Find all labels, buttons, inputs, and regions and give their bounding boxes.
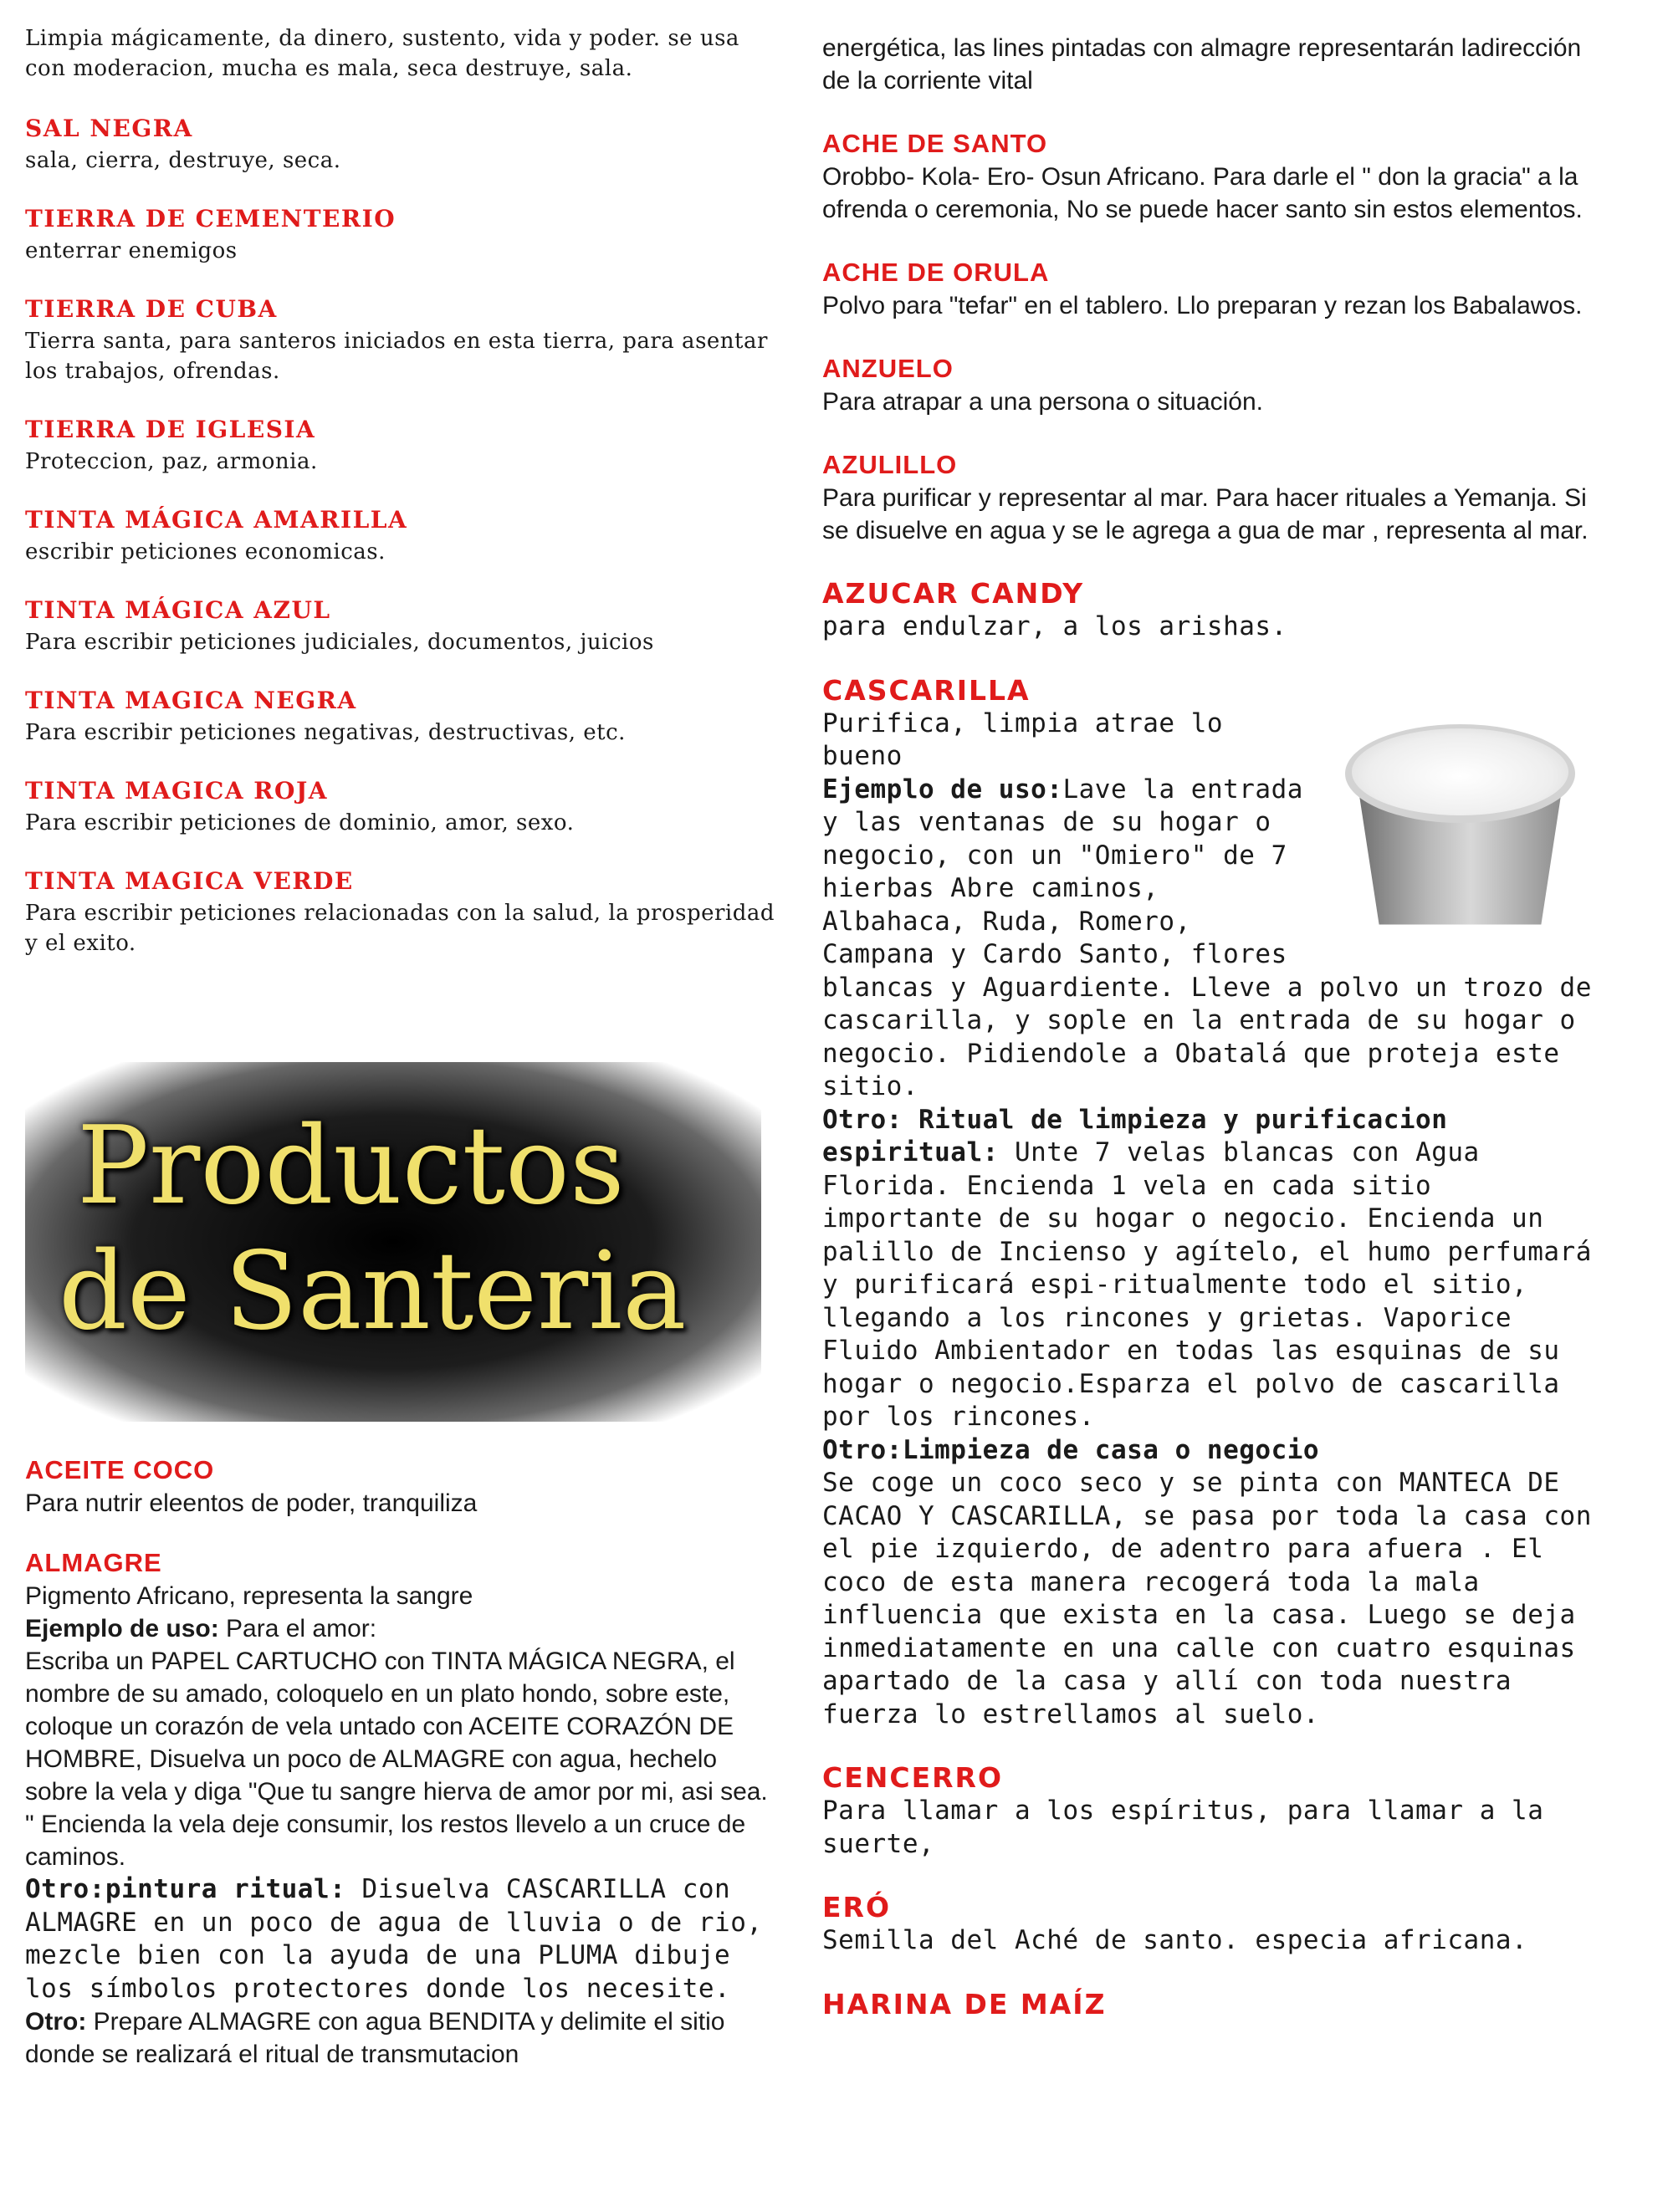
entry-text: Para escribir peticiones negativas, destructivas, etc. [25, 720, 626, 745]
entry-text: Para purificar y representar al mar. Para hacer rituales a Yemanja. Si se disuelve en agua y se le agrega a gua de mar , representa al mar. [822, 484, 1589, 544]
entry-heading: TINTA MÁGICA AMARILLA [25, 506, 408, 534]
entry-text: Para nutrir eleentos de poder, tranquiliza [25, 1489, 478, 1517]
entry-aceite-coco [25, 1453, 778, 1520]
entry-text: Para llamar a los espíritus, para llamar a la suerte, [822, 1796, 1544, 1859]
entry-heading: TINTA MAGICA ROJA [25, 777, 328, 805]
entry-anzuelo [822, 352, 1604, 418]
entry-text: Para escribir peticiones judiciales, documentos, juicios [25, 630, 654, 655]
other-text: Prepare ALMAGRE con agua BENDITA y delimite el sitio donde se realizará el ritual de transmutacion [25, 2008, 725, 2068]
entry-cascarilla [822, 674, 1604, 1732]
cup-powder-top [1352, 728, 1568, 815]
example-text: Escriba un PAPEL CARTUCHO con TINTA MÁGICA NEGRA, el nombre de su amado, coloquelo en un plato hondo, sobre este, coloque un corazón de vela untado con ACEITE CORAZÓN DE HOMBRE, Disuelva un poco de ALMAGRE con agua, hechelo sobre la vela y diga "Que tu sangre hierva de amor por mi, asi sea. " Encienda la vela deje consumir, los restos llevelo a un cruce de caminos. [25, 1648, 768, 1871]
entry-heading: ACHE DE ORULA [822, 258, 1050, 287]
entry-heading: TINTA MAGICA VERDE [25, 867, 354, 895]
other-use-paragraph [822, 1104, 1604, 1434]
entry-sal-negra [25, 112, 778, 176]
title-line-1: Productos [77, 1104, 625, 1229]
entry-ache-de-santo [822, 127, 1604, 226]
entry-ero [822, 1891, 1604, 1958]
entry-heading: ALMAGRE [25, 1548, 162, 1577]
entry-heading: SAL NEGRA [25, 115, 193, 142]
other-use-paragraph [25, 1873, 778, 2005]
example-lead: Para el amor: [218, 1615, 377, 1642]
entry-heading: AZUCAR CANDY [822, 577, 1085, 610]
other-text: Se coge un coco seco y se pinta con MANTECA DE CACAO Y CASCARILLA, se pasa por toda la casa con el pie izquierdo, de adentro para afuera . El coco de esta manera recogerá toda la mala influencia que exista en la casa. Luego se deja inmediatamente en una calle con cuatro esquinas apartado de la casa y allí con toda nuestra fuerza lo estrellamos al suelo. [822, 1468, 1592, 1729]
entry-tinta-verde [25, 865, 778, 958]
entry-heading: CENCERRO [822, 1761, 1004, 1794]
entry-intro [25, 23, 778, 84]
left-column-bottom [25, 1453, 778, 2097]
entry-tierra-de-cementerio [25, 202, 778, 266]
entry-tierra-de-cuba [25, 293, 778, 386]
entry-heading: HARINA DE MAÍZ [822, 1987, 1107, 2020]
entry-cencerro [822, 1761, 1604, 1861]
entry-text: Orobbo- Kola- Ero- Osun Africano. Para darle el " don la gracia" a la ofrenda o ceremonia, No se puede hacer santo sin estos elementos. [822, 163, 1583, 223]
title-line-2: de Santeria [59, 1229, 687, 1354]
entry-heading: CASCARILLA [822, 673, 1031, 707]
entry-text: Pigmento Africano, representa la sangre [25, 1582, 473, 1610]
entry-heading: TIERRA DE CEMENTERIO [25, 205, 397, 232]
example-line [25, 1612, 778, 1645]
other-label: Otro:Limpieza de casa o negocio [822, 1434, 1320, 1465]
other-text: Unte 7 velas blancas con Agua Florida. Encienda 1 vela en cada sitio importante de su hogar o negocio. Encienda un palillo de Incienso y agítelo, el humo perfumará y purificará espi-ritualmente todo el sitio, llegando a los rincones y grietas. Vaporice Fluido Ambientador en todas las esquinas de su hogar o negocio.Esparza el polvo de cascarilla por los rincones. [822, 1137, 1592, 1432]
entry-heading: TINTA MÁGICA AZUL [25, 596, 331, 624]
section-title-graphic [25, 1062, 761, 1422]
example-label: Ejemplo de uso: [822, 774, 1063, 805]
entry-tinta-azul [25, 594, 778, 657]
entry-text: sala, cierra, destruye, seca. [25, 148, 341, 173]
left-column [25, 0, 778, 985]
example-label: Ejemplo de uso: [25, 1615, 219, 1642]
entry-text: escribir peticiones economicas. [25, 539, 386, 564]
entry-heading: AZULILLO [822, 450, 958, 479]
entry-text: enterrar enemigos [25, 238, 238, 263]
entry-almagre [25, 1546, 778, 2071]
entry-azucar-candy [822, 577, 1604, 644]
other-label: Otro:pintura ritual: [25, 1874, 346, 1904]
entry-tierra-de-iglesia [25, 413, 778, 477]
other-text: Disuelva CASCARILLA con ALMAGRE en un poco de agua de lluvia o de rio, mezcle bien con la ayuda de una PLUMA dibuje los símbolos protectores donde los necesite. [25, 1874, 763, 2004]
entry-text: Proteccion, paz, armonia. [25, 449, 318, 474]
example-text: Lave la entrada y las ventanas de su hogar o negocio, con un "Omiero" de 7 hierbas Abre caminos, Albahaca, Ruda, Romero, Campana y Cardo Santo, flores blancas y Aguardiente. Lleve a polvo un trozo de cascarilla, y sople en la entrada de su hogar o negocio. Pidiendole a Obatalá que proteja este sitio. [822, 774, 1592, 1101]
entry-text: Limpia mágicamente, da dinero, sustento, vida y poder. se usa con moderacion, mucha es mala, seca destruye, sala. [25, 26, 739, 81]
entry-ache-de-orula [822, 256, 1604, 322]
entry-azulillo [822, 448, 1604, 547]
entry-text: Polvo para "tefar" en el tablero. Llo preparan y rezan los Babalawos. [822, 292, 1583, 319]
entry-text: Para escribir peticiones relacionadas con la salud, la prosperidad y el exito. [25, 901, 775, 956]
other-use-paragraph [25, 2005, 778, 2071]
entry-text: Para escribir peticiones de dominio, amor, sexo. [25, 810, 575, 835]
other-label: Otro: Ritual de limpieza y purificacion espiritual: [822, 1104, 1448, 1167]
entry-heading: TIERRA DE IGLESIA [25, 416, 316, 443]
entry-heading: TIERRA DE CUBA [25, 295, 278, 323]
entry-tinta-negra [25, 684, 778, 748]
cascarilla-cup-image [1320, 708, 1596, 950]
entry-tinta-amarilla [25, 503, 778, 567]
entry-heading: ERÓ [822, 1891, 892, 1923]
other-label: Otro: [25, 2008, 87, 2036]
entry-text: Purifica, limpia atrae lo bueno [822, 708, 1224, 771]
entry-heading: ACEITE COCO [25, 1455, 215, 1484]
entry-heading: TINTA MAGICA NEGRA [25, 687, 357, 714]
entry-heading: ANZUELO [822, 354, 954, 383]
entry-text: energética, las lines pintadas con almagre representarán ladirección de la corriente vital [822, 34, 1582, 95]
entry-heading: ACHE DE SANTO [822, 129, 1048, 158]
entry-text: Tierra santa, para santeros iniciados en esta tierra, para asentar los trabajos, ofrendas. [25, 329, 768, 384]
entry-tinta-roja [25, 774, 778, 838]
continuation-text [822, 32, 1604, 97]
entry-text: Semilla del Aché de santo. especia africana. [822, 1925, 1528, 1955]
entry-text: Para atrapar a una persona o situación. [822, 388, 1264, 416]
entry-text: para endulzar, a los arishas. [822, 611, 1287, 641]
entry-harina-de-maiz [822, 1988, 1604, 2021]
right-column [822, 0, 1604, 2048]
